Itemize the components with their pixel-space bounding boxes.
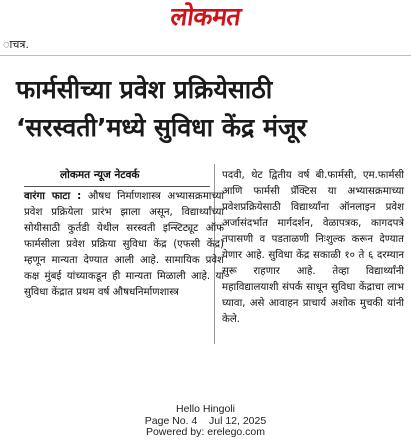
- masthead: [0, 0, 411, 40]
- footer-powered-by: Powered by: erelego.com: [145, 426, 266, 438]
- footer: [0, 404, 411, 439]
- newspaper-logo: लोकमत: [168, 2, 243, 31]
- dateline: वारंगा फाटा :: [24, 191, 82, 202]
- footer-publication: Hello Hingoli: [176, 403, 235, 415]
- right-column-text: पदवी, थेट द्वितीय वर्ष बी.फार्मसी, एम.फार्मसी आणि फार्मसी प्रॅक्टिस या अभ्यासक्रमाच्या प्रवेशप्रक्रियेसाठी विद्यार्थ्यांना ऑनलाइन प्रवेश अर्जासंदर्भात मार्गदर्शन, वेळापत्रक, कागदपत्रे तपासणी व पडताळणी निःशुल्क करून देण्यात येणार आहे. सुविधा केंद्र सकाळी १० ते ६ दरम्यान सुरू राहणार आहे. तेव्हा विद्यार्थ्यांनी महाविद्यालयाशी संपर्क साधून सुविधा केंद्राचा लाभ घ्यावा, असे आवाहन प्राचार्य अशोक मुचकी यांनी केले.: [222, 170, 404, 325]
- top-divider: [0, 55, 411, 56]
- byline: लोकमत न्यूज नेटवर्क: [60, 169, 140, 181]
- byline-rule: [24, 186, 210, 187]
- headline-line-1: फार्मसीच्या प्रवेश प्रक्रियेसाठी: [16, 75, 273, 104]
- left-column-text: औषध निर्माणशास्त्र अभ्यासक्रमाच्या प्रवेश प्रक्रियेला प्रारंभ झाला असून, विद्यार्थ्यांच्या सोयीसाठी कुर्तडी येथील सरस्वती इन्स्टिट्यूट ऑफ फार्मसीला प्रवेश प्रक्रिया सुविधा केंद्र (एफसी केंद्र) म्हणून मान्यता देण्यात आली आहे. सामायिक प्रवेश कक्ष मुंबई यांच्याकडून ही मान्यता मिळाली आहे. या सुविधा केंद्रात प्रथम वर्ष औषधनिर्माणशास्त्र: [24, 191, 225, 298]
- section-fragment: ाचत्र.: [3, 38, 29, 51]
- left-column: [24, 189, 224, 301]
- right-column: [222, 168, 404, 328]
- footer-page-date: Page No. 4 Jul 12, 2025: [144, 414, 267, 427]
- headline-line-2: ‘सरस्वती’मध्ये सुविधा केंद्र मंजूर: [16, 113, 307, 142]
